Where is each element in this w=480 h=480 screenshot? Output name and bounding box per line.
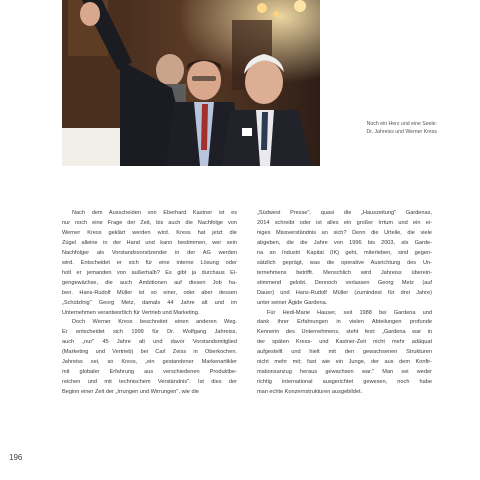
text-line: ternehmens betrifft. Menschlich wird Jahreiss überein- (257, 269, 432, 276)
text-line: na an Industri Kapital (IK) geht, miterleben, sind gegen- (257, 249, 432, 256)
paragraph (257, 209, 432, 309)
text-line: 2014 schreibt oder ist alles ein großer Irrtum und ein ei- (257, 219, 432, 226)
text-line: Nach dem Ausscheiden von Eberhard Kastner ist es (72, 210, 237, 216)
paragraph (62, 209, 237, 318)
photo-dr-jahreiss-werner-kress (62, 0, 320, 166)
paragraph (257, 309, 432, 399)
page-number: 196 (9, 453, 23, 462)
photo-illustration (62, 0, 320, 166)
right-text-column (257, 209, 432, 398)
text-line: niges Missverständnis an sich? Denn die Urteile, die viele (257, 229, 432, 236)
text-line: reichen und mit technischem Verständnis". Ist dies der (62, 379, 237, 386)
photo-caption (327, 120, 437, 136)
text-line: aufgestellt und hielt mit den gewachsenen Strukturen (257, 349, 432, 356)
text-line: stimmend gelobt. Dennoch verlassen Georg Metz (auf (257, 279, 432, 286)
text-line: Beginn einer Zeit der „Irrungen und Wirrungen", wie die (62, 389, 199, 396)
text-line: Werner Kress geklärt werden wird. Kress hat jetzt die (62, 229, 237, 236)
text-line: sätzlich geprägt, was die operative Ausrichtung des Un- (257, 259, 432, 266)
text-line: (Marketing und Vertrieb) bei Carl Zeiss in Oberkochen. (62, 349, 237, 356)
paragraph (62, 318, 237, 398)
caption-line: Dr. Jahreiss und Werner Kress (366, 129, 437, 135)
text-line: nur noch eine Frage der Zeit, bis auch die Nachfolge von (62, 219, 237, 226)
text-line: ben. Hans-Rudolf Müller ist so einer, oder aber dessen (62, 289, 237, 296)
caption-line: Noch ein Herz und eine Seele: (366, 121, 437, 127)
text-line: der späten Kress- und Kastner-Zeit nicht mehr adäquat (257, 339, 432, 346)
text-line: wird. Entscheidet er sich für eine interne Lösung oder (62, 259, 237, 266)
text-line: unter seiner Ägide Gardena. (257, 299, 328, 306)
text-line: holt er jemanden von außerhalb? Es gibt ja durchaus Ei- (62, 269, 237, 276)
text-line: Jahreiss sei, so Kress, „ein gestandener Markenartikler (62, 359, 237, 366)
text-line: mit globaler Erfahrung aus verschiedenen Produktbe- (62, 369, 237, 376)
text-line: Nachfolger als Vorstandsvorsitzender in der AG werden (62, 249, 237, 256)
text-line: man echte Konzernstrukturen ausgebildet. (257, 389, 363, 396)
text-line: abgeben, die die Jahre von 1996 bis 2003, als Garde- (257, 239, 432, 246)
text-line: Zügel alleine in der Hand und kann bestimmen, wer sein (62, 239, 237, 246)
text-line: „Schützling" Georg Metz, damals 44 Jahre alt und im (62, 299, 237, 306)
text-line: gengewächse, die auch Ambitionen auf diesen Job ha- (62, 279, 237, 286)
text-line: Kennerin des Unternehmens, steht fest: „Gardena war in (257, 329, 432, 336)
text-line: „Südwest Presse", quasi die „Hauszeitung" Gardenas, (257, 210, 432, 216)
text-line: nicht mehr mit; fast wie ein Junge, der aus dem Konfir- (257, 359, 432, 366)
text-line: dank ihrer Erfahrungen in vielen Abteilungen profunde (257, 319, 432, 326)
text-line: Unternehmen verantwortlich für Vertrieb und Marketing. (62, 309, 200, 316)
text-line: Doch Werner Kress beschreitet einen anderen Weg. (72, 319, 237, 326)
text-line: Dauer) und Hans-Rudolf Müller (zumindest für drei Jahre) (257, 289, 432, 296)
text-line: Für Hedi-Marie Hauser, seit 1988 bei Gardena und (267, 309, 432, 316)
text-line: Er entscheidet sich 1999 für Dr. Wolfgang Jahreiss, (62, 329, 237, 336)
text-line: mationsanzug heraus gewachsen war." Man sei weder (257, 369, 432, 376)
left-text-column (62, 209, 237, 398)
text-line: richtig international ausgerichtet gewesen, noch habe (257, 379, 432, 386)
text-line: auch „nur" 45 Jahre alt und davor Vorstandsmitglied (62, 339, 237, 346)
